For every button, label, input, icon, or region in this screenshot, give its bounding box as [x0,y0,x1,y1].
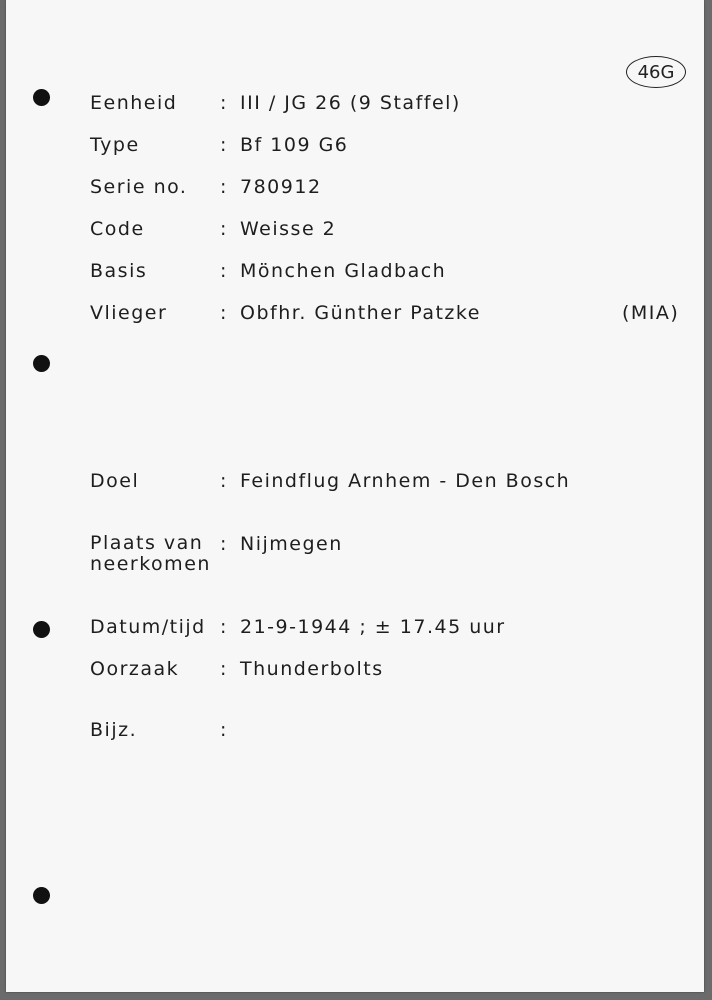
punch-hole [33,887,50,904]
field-label-plaats-van-neerkomen [90,533,211,575]
punch-hole [33,355,50,372]
page-reference-badge: 46G [626,56,686,88]
field-label-line: Plaats van [90,532,204,554]
field-label-serie-no: Serie no. [90,176,188,198]
field-colon: : [220,260,228,282]
field-colon: : [220,134,228,156]
field-label-bijz: Bijz. [90,719,138,741]
field-label-line: neerkomen [90,553,211,575]
field-value-basis: Mönchen Gladbach [240,260,447,282]
field-value-doel: Feindflug Arnhem - Den Bosch [240,470,571,492]
field-label-code: Code [90,218,145,240]
field-colon: : [220,176,228,198]
field-label-type: Type [90,134,140,156]
field-colon: : [220,658,228,680]
punch-hole [33,621,50,638]
field-label-doel: Doel [90,470,140,492]
field-value-oorzaak: Thunderbolts [240,658,384,680]
field-value-type: Bf 109 G6 [240,134,349,156]
field-value-vlieger: Obfhr. Günther Patzke [240,302,481,324]
field-colon: : [220,302,228,324]
field-value-datum-tijd: 21-9-1944 ; ± 17.45 uur [240,616,506,638]
field-colon: : [220,533,228,555]
field-label-datum-tijd: Datum/tijd [90,616,206,638]
field-colon: : [220,218,228,240]
field-label-oorzaak: Oorzaak [90,658,180,680]
field-label-vlieger: Vlieger [90,302,168,324]
status-note-mia: (MIA) [622,302,680,324]
field-value-eenheid: III / JG 26 (9 Staffel) [240,92,461,114]
document-sheet [6,0,704,992]
field-value-code: Weisse 2 [240,218,337,240]
field-colon: : [220,470,228,492]
field-colon: : [220,92,228,114]
field-label-eenheid: Eenheid [90,92,178,114]
field-colon: : [220,719,228,741]
punch-hole [33,89,50,106]
field-value-serie-no: 780912 [240,176,322,198]
field-label-basis: Basis [90,260,148,282]
field-colon: : [220,616,228,638]
field-value-plaats: Nijmegen [240,533,343,555]
